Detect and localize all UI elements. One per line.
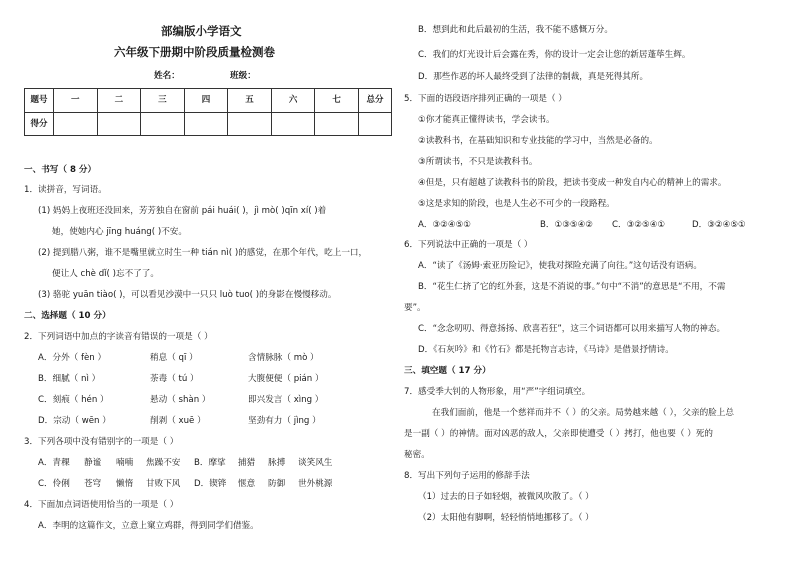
q5-item: ④但是，只有超越了读教科书的阶段，把读书变成一种发自内心的精神上的需求。 xyxy=(418,178,727,188)
score-cell[interactable] xyxy=(228,112,272,136)
q2-option: B．细腻（ nì ） xyxy=(38,374,101,384)
q1-stem: 1．读拼音，写词语。 xyxy=(24,185,107,195)
q3-word: 谈笑风生 xyxy=(298,458,333,468)
q3-word: 懒惰 xyxy=(116,479,134,489)
q5-option: B．①③⑤④② xyxy=(540,220,594,230)
q3-word: 捕猎 xyxy=(238,458,256,468)
q5-option: C．③②⑤④① xyxy=(612,220,666,230)
score-header-row xyxy=(25,89,392,113)
q2-option: 削剥（ xuē ） xyxy=(150,416,206,426)
score-row-label: 得分 xyxy=(25,112,54,136)
q3-word: 甘败下风 xyxy=(146,479,181,489)
score-header-cell: 一 xyxy=(54,89,98,113)
q5-item: ①你才能真正懂得读书，学会读书。 xyxy=(418,115,555,125)
score-table xyxy=(24,88,392,136)
score-value-row xyxy=(25,112,392,136)
score-cell[interactable] xyxy=(54,112,98,136)
q7-line3: 秘密。 xyxy=(404,450,430,460)
q7-line2: 是一副（ ）的神情。面对凶恶的敌人，父亲即使遭受（ ）拷打，他也要（ ）死的 xyxy=(404,429,713,439)
q3-word: 苍穹 xyxy=(84,479,102,489)
exam-title-line1: 部编版小学语文 xyxy=(161,24,242,38)
q4-option-c: C．我们的灯光设计后会露在秀，你的设计一定会让您的新居蓬荜生辉。 xyxy=(418,50,691,60)
section-1-heading: 一、书写（ 8 分） xyxy=(24,165,97,175)
q2-option: 大腹便便（ pián ） xyxy=(248,374,324,384)
q2-option: D．宗动（ wēn ） xyxy=(38,416,111,426)
q3-word: D．锲铧 xyxy=(194,479,227,489)
q1-part1-line2: 她，使她内心 jīng huáng( )不安。 xyxy=(52,227,187,237)
score-cell[interactable] xyxy=(359,112,392,136)
q6-option-b-line1: B．“花生仁挤了它的红外套，这是不消说的事。”句中“不消”的意思是“不用，不需 xyxy=(418,282,726,292)
q3-word: 焦躁不安 xyxy=(146,458,181,468)
section-3-heading: 三、填空题（ 17 分） xyxy=(404,366,491,376)
score-header-cell: 六 xyxy=(271,89,315,113)
q3-word: 喃喃 xyxy=(116,458,134,468)
q5-stem: 5．下面的语段语序排列正确的一项是（ ） xyxy=(404,94,567,104)
q6-stem: 6．下列说法中正确的一项是（ ） xyxy=(404,240,533,250)
q2-option: A．分外（ fèn ） xyxy=(38,353,107,363)
name-label: 姓名： xyxy=(154,71,180,81)
q3-word: 世外桃源 xyxy=(298,479,333,489)
q3-word: 静谧 xyxy=(84,458,102,468)
q2-option: 即兴发言（ xìng ） xyxy=(248,395,324,405)
q2-option: 荼毒（ tú ） xyxy=(150,374,199,384)
section-2-heading: 二、选择题（ 10 分） xyxy=(24,311,111,321)
exam-title-line2: 六年级下册期中阶段质量检测卷 xyxy=(114,45,275,59)
score-header-cell: 五 xyxy=(228,89,272,113)
class-label: 班级： xyxy=(230,71,256,81)
score-cell[interactable] xyxy=(271,112,315,136)
q5-option: A．③②④⑤① xyxy=(418,220,471,230)
score-header-cell: 三 xyxy=(141,89,185,113)
q7-line1: 在我们面前，他是一个慈祥而并不（ ）的父亲。局势越来越（ ），父亲的脸上总 xyxy=(432,408,734,418)
q3-word: C．伶俐 xyxy=(38,479,70,489)
score-cell[interactable] xyxy=(184,112,228,136)
q5-item: ③所谓读书，不只是读教科书。 xyxy=(418,157,538,167)
q8-item-2: （2）太阳他有脚啊，轻轻悄悄地挪移了。（ ） xyxy=(418,513,594,523)
score-cell[interactable] xyxy=(141,112,185,136)
score-header-cell: 总分 xyxy=(359,89,392,113)
q3-word: A．青稞 xyxy=(38,458,70,468)
score-header-cell: 题号 xyxy=(25,89,54,113)
q8-item-1: （1）过去的日子如轻烟，被微风吹散了。（ ） xyxy=(418,492,594,502)
q2-option: C．刻痕（ hén ） xyxy=(38,395,109,405)
q4-stem: 4．下面加点词语使用恰当的一项是（ ） xyxy=(24,500,179,510)
q5-option: D．③②④⑤① xyxy=(692,220,746,230)
q1-part2-line2: 便让人 chè dǐ( )忘不了了。 xyxy=(52,269,159,279)
q4-option-d: D．那些作恶的坏人最终受到了法律的制裁，真是死得其所。 xyxy=(418,72,649,82)
q8-stem: 8．写出下列句子运用的修辞手法 xyxy=(404,471,530,481)
score-header-cell: 四 xyxy=(184,89,228,113)
q7-stem: 7．感受季大钊的人物形象，用“严”字组词填空。 xyxy=(404,387,591,397)
q2-option: 稍息（ qī ） xyxy=(150,353,198,363)
q5-item: ⑤这是求知的阶段，也是人生必不可少的一段路程。 xyxy=(418,199,615,209)
q6-option-b-line2: 要”。 xyxy=(404,303,426,313)
q4-option-a: A．李明的这篇作文，立意上窠立鸡群，得到同学们借鉴。 xyxy=(38,521,259,531)
q2-option: 坚劲有力（ jìng ） xyxy=(248,416,321,426)
q3-stem: 3．下列各项中没有错别字的一项是（ ） xyxy=(24,437,179,447)
q3-word: 惬意 xyxy=(238,479,256,489)
q1-part2-line1: (2) 提到腊八粥，谁不是嘴里就立时生一种 tián nì( )的感觉，在那个年代，吃上一口， xyxy=(38,248,368,258)
score-header-cell: 二 xyxy=(97,89,141,113)
score-header-cell: 七 xyxy=(315,89,359,113)
q1-part1-line1: (1) 妈妈上夜班还没回来，芳芳独自在窗前 pái huái( )，jì mò( )qīn xí( )着 xyxy=(38,206,327,216)
q2-option: 悬动（ shàn ） xyxy=(150,395,211,405)
q6-option-d: D．《石灰吟》和《竹石》都是托物言志诗，《马诗》是借景抒情诗。 xyxy=(418,345,674,355)
q3-word: B．摩挲 xyxy=(194,458,226,468)
q1-part3: (3) 骆驼 yuān tiào( )，可以看见沙漠中一只只 luò tuo( )的身影在慢慢移动。 xyxy=(38,290,337,300)
score-cell[interactable] xyxy=(97,112,141,136)
q4-option-b: B．想到此和此后最初的生活，我不能不感慨万分。 xyxy=(418,25,613,35)
q2-option: 含情脉脉（ mò ） xyxy=(248,353,319,363)
q3-word: 脉搏 xyxy=(268,458,286,468)
q3-word: 防御 xyxy=(268,479,286,489)
q6-option-a: A．“读了《汤姆·索亚历险记》，使我对探险充满了向往。”这句话没有语病。 xyxy=(418,261,702,271)
score-cell[interactable] xyxy=(315,112,359,136)
q6-option-c: C．“念念叨叨、得意扬扬、欣喜若狂”，这三个词语都可以用来描写人物的神态。 xyxy=(418,324,726,334)
q2-stem: 2．下列词语中加点的字读音有错误的一项是（ ） xyxy=(24,332,213,342)
q5-item: ②读教科书，在基础知识和专业技能的学习中，当然是必备的。 xyxy=(418,136,658,146)
